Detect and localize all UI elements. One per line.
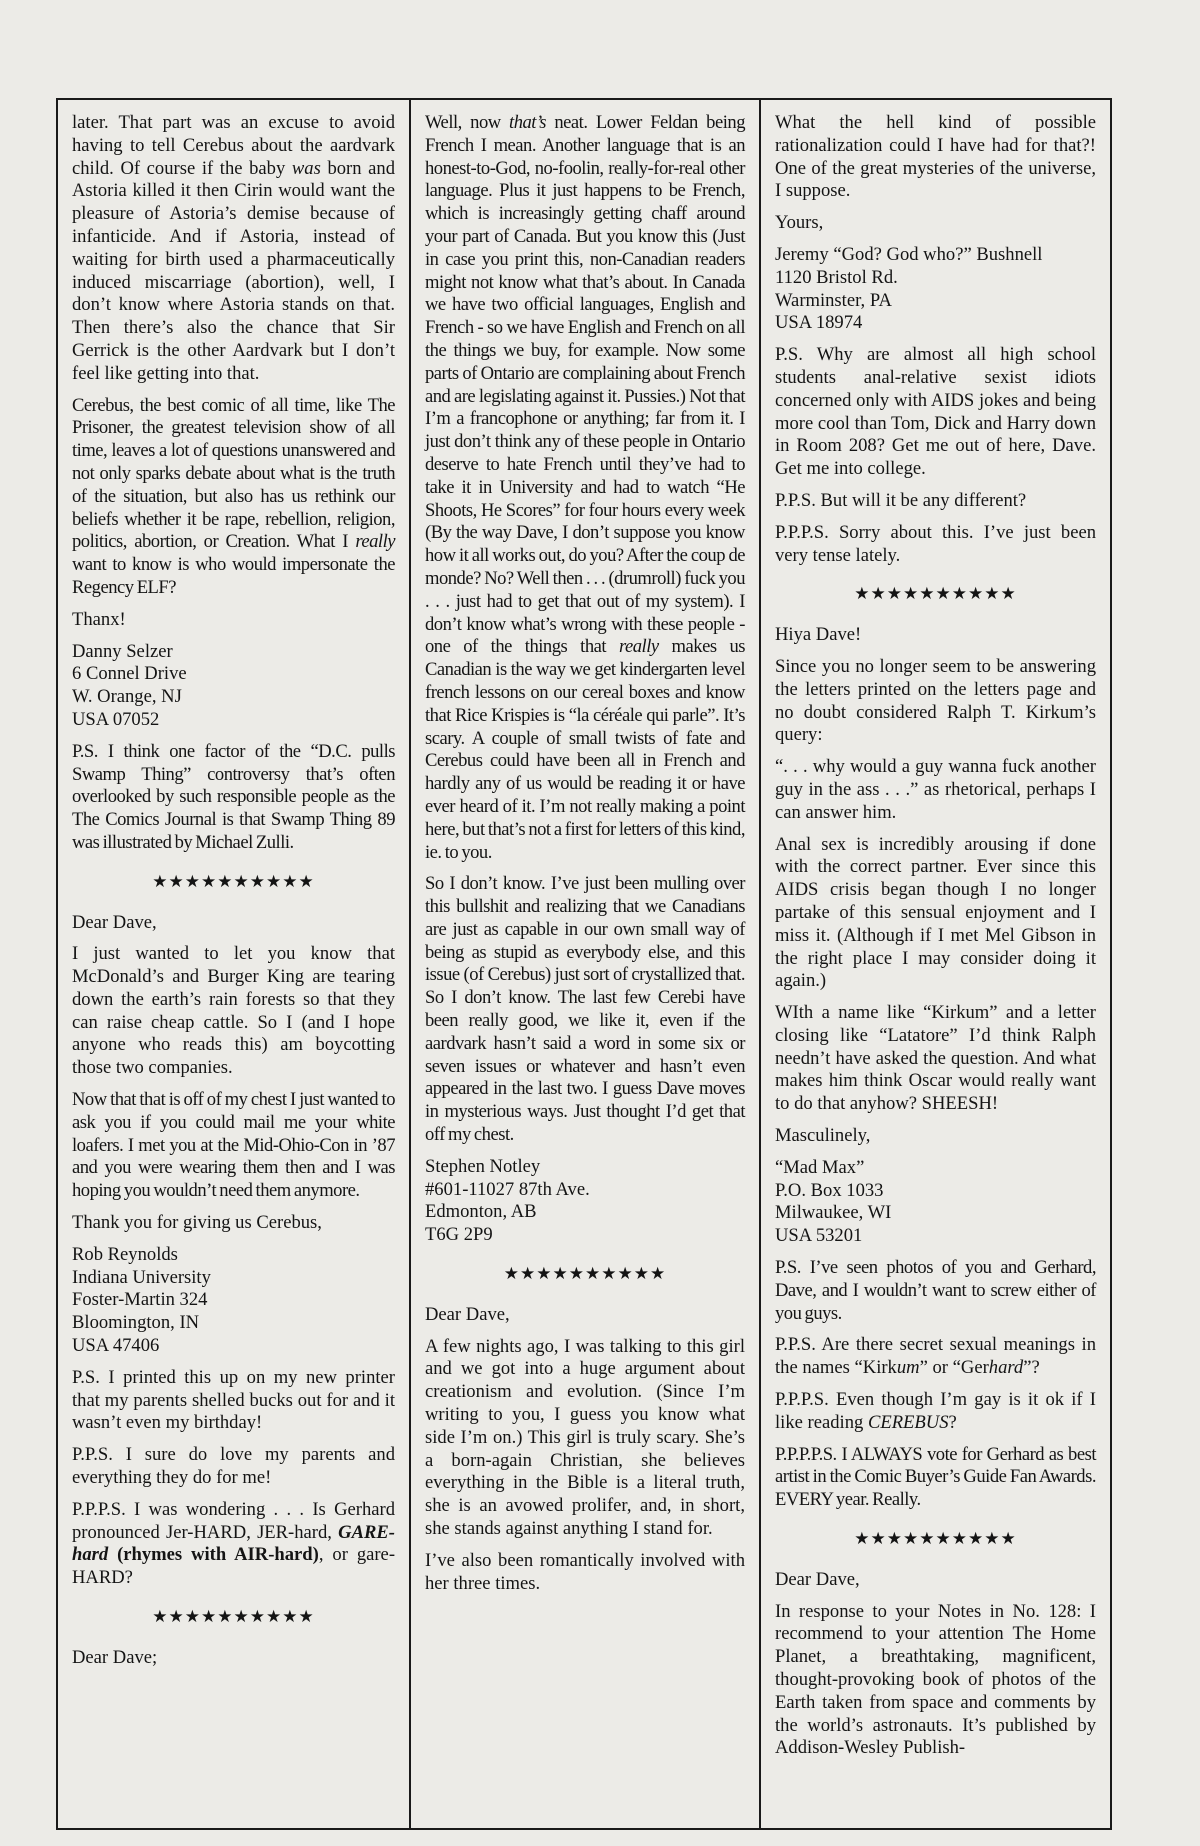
postscript: P.P.P.P.S. I ALWAYS vote for Gerhard as best artist in the Comic Buyer’s Guide Fan Awards. EVERY year. Really. — [775, 1443, 1096, 1511]
letter-paragraph: So I don’t know. I’ve just been mulling over this bullshit and realizing that we Canadians are just as capable in our own small way of being as stupid as everybody else, and this issue (of Cerebus) just sort of crystallized that. So I don’t know. The last few Cerebi have been really good, we like it, even if the aardvark hasn’t said a word in some six or seven issues or whatever and hasn’t even appeared in the last two. I guess Dave moves in mysterious ways. Just thought I’d get that off my chest. — [425, 873, 745, 1146]
letters-frame — [56, 98, 1112, 1830]
postscript: P.P.P.S. Even though I’m gay is it ok if I like reading CEREBUS? — [775, 1389, 1096, 1433]
letter-greeting: Dear Dave, — [775, 1568, 860, 1590]
postscript: P.S. I’ve seen photos of you and Gerhard, Dave, and I wouldn’t want to screw either of you guys. — [775, 1257, 1096, 1324]
signature-address: Rob Reynolds Indiana University Foster-Martin 324 Bloomington, IN USA 47406 — [72, 1243, 211, 1357]
letter-paragraph: I just wanted to let you know that McDonald’s and Burger King are tearing down the earth’s rain forests so that they can raise cheap cattle. So I (and I hope anyone who reads this) am boycotting those two companies. — [72, 943, 395, 1079]
letter-greeting: Dear Dave; — [72, 1646, 158, 1668]
letter-paragraph: Now that that is off of my chest I just wanted to ask you if you could mail me your white loafers. I met you at the Mid-Ohio-Con in ’87 and you were wearing them then and I was hoping you wouldn’t need them anymore. — [72, 1089, 395, 1202]
postscript: P.S. I think one factor of the “D.C. pulls Swamp Thing” controversy that’s often overlooked by such responsible people as the The Comics Journal is that Swamp Thing 89 was illustrated by Michael Zulli. — [72, 740, 395, 853]
postscript: P.S. I printed this up on my new printer that my parents shelled bucks out for and it wasn’t even my birthday! — [72, 1366, 395, 1434]
letter-paragraph: Cerebus, the best comic of all time, like The Prisoner, the greatest television show of all time, leaves a lot of questions unanswered and not only sparks debate about what is the truth of the situation, but also has us rethink our beliefs whether it be rape, rebellion, religion, politics, abortion, or Creation. What I really want to know is who would impersonate the Regency ELF? — [72, 394, 395, 598]
letter-paragraph: “. . . why would a guy wanna fuck another guy in the ass . . .” as rhetorical, perhaps I can answer him. — [775, 756, 1096, 823]
signature-address: Jeremy “God? God who?” Bushnell 1120 Bristol Rd. Warminster, PA USA 18974 — [775, 243, 1043, 334]
star-divider: ★★★★★★★★★★ — [854, 1529, 1017, 1550]
letter-greeting: Hiya Dave! — [775, 624, 862, 646]
star-divider: ★★★★★★★★★★ — [854, 584, 1017, 605]
postscript: P.P.P.S. Sorry about this. I’ve just been very tense lately. — [775, 521, 1096, 566]
postscript: P.P.S. I sure do love my parents and everything they do for me! — [72, 1444, 395, 1489]
postscript: P.P.S. But will it be any different? — [775, 489, 1027, 511]
star-divider: ★★★★★★★★★★ — [152, 871, 315, 892]
letter-paragraph: WIth a name like “Kirkum” and a letter closing like “Latatore” I’d think Ralph needn’t have asked the question. And what makes him think Oscar would really want to do that anyhow? SHEESH! — [775, 1002, 1096, 1115]
postscript: P.P.S. Are there secret sexual meanings in the names “Kirkum” or “Gerhard”? — [775, 1334, 1096, 1379]
letter-paragraph: A few nights ago, I was talking to this girl and we got into a huge argument about creationism and evolution. (Since I’m writing to you, I guess you know what side I’m on.) This girl is truly scary. She’s a born-again Christian, she believes everything in the Bible is a literal truth, she is an avowed prolifer, and, in short, she stands against anything I stand for. — [425, 1335, 745, 1540]
letter-paragraph: In response to your Notes in No. 128: I recommend to your attention The Home Planet, a breathtaking, magnificent, thought-provoking book of photos of the Earth taken from space and comments by the world’s astronauts. It’s published by Addison-Wesley Publish- — [775, 1600, 1096, 1759]
star-divider: ★★★★★★★★★★ — [503, 1264, 667, 1285]
letter-greeting: Dear Dave, — [72, 911, 157, 933]
signature-address: Stephen Notley #601-11027 87th Ave. Edmonton, AB T6G 2P9 — [425, 1155, 590, 1246]
letter-closing: Yours, — [775, 212, 824, 234]
signature-address: “Mad Max” P.O. Box 1033 Milwaukee, WI USA 53201 — [775, 1156, 892, 1247]
letter-greeting: Dear Dave, — [425, 1303, 510, 1325]
column-2 — [411, 100, 761, 1828]
column-3 — [761, 100, 1110, 1828]
postscript: P.P.P.S. I was wondering . . . Is Gerhard pronounced Jer-HARD, JER-hard, GARE-hard (rhymes with AIR-hard), or gare-HARD? — [72, 1498, 396, 1589]
letter-paragraph: I’ve also been romantically involved with her three times. — [425, 1549, 745, 1594]
letter-closing: Thanx! — [72, 608, 126, 630]
letter-closing: Thank you for giving us Cerebus, — [72, 1212, 322, 1234]
letter-paragraph: Well, now that’s neat. Lower Feldan being French I mean. Another language that is an honest-to-God, no-foolin, really-for-real other language. Plus it just happens to be French, which is increasingly getting chaff around your part of Canada. But you know this (Just in case you print this, non-Canadian readers might not know what that’s about. In Canada we have two official languages, English and French - so we have English and French on all the things we buy, for example. Now some parts of Ontario are complaining about French and are legislating against it. Pussies.) Not that I’m a francophone or anything; far from it. I just don’t think any of these people in Ontario deserve to hate French until they’ve had to take it in University and had to watch “He Shoots, He Scores” for four hours every week (By the way Dave, I don’t suppose you know how it all works out, do you? After the coup de monde? No? Well then . . . (drumroll) fuck you . . . just had to get that out of my system). I don’t know what’s wrong with these people - one of the things that really makes us Canadian is the way we get kindergarten level french lessons on our cereal boxes and know that Rice Krispies is “la céréale qui parle”. It’s scary. A couple of small twists of fate and Cerebus could have been all in French and hardly any of us would be reading it or have ever heard of it. I’m not really making a point here, but that’s not a first for letters of this kind, ie. to you. — [425, 112, 745, 863]
signature-address: Danny Selzer 6 Connel Drive W. Orange, NJ USA 07052 — [72, 640, 187, 730]
letter-paragraph: Since you no longer seem to be answering the letters printed on the letters page and no doubt considered Ralph T. Kirkum’s query: — [775, 655, 1096, 746]
star-divider: ★★★★★★★★★★ — [152, 1607, 315, 1628]
letter-paragraph: What the hell kind of possible rationalization could I have had for that?! One of the great mysteries of the universe, I suppose. — [775, 112, 1096, 202]
letter-paragraph: Anal sex is incredibly arousing if done with the correct partner. Ever since this AIDS crisis began though I no longer partake of this sensual enjoyment and I miss it. (Although if I met Mel Gibson in the right place I may consider doing it again.) — [775, 833, 1096, 992]
column-1 — [58, 100, 411, 1828]
letter-closing: Masculinely, — [775, 1125, 871, 1147]
letter-paragraph: later. That part was an excuse to avoid having to tell Cerebus about the aardvark child. Of course if the baby was born and Astoria killed it then Cirin would want the pleasure of Astoria’s demise because of infanticide. And if Astoria, instead of waiting for birth used a pharmaceutically induced miscarriage (abortion), well, I don’t know where Astoria stands on that. Then there’s also the chance that Sir Gerrick is the other Aardvark but I don’t feel like getting into that. — [72, 112, 395, 384]
postscript: P.S. Why are almost all high school students anal-relative sexist idiots concerned only with AIDS jokes and being more cool than Tom, Dick and Harry down in Room 208? Get me out of here, Dave. Get me into college. — [775, 344, 1096, 480]
